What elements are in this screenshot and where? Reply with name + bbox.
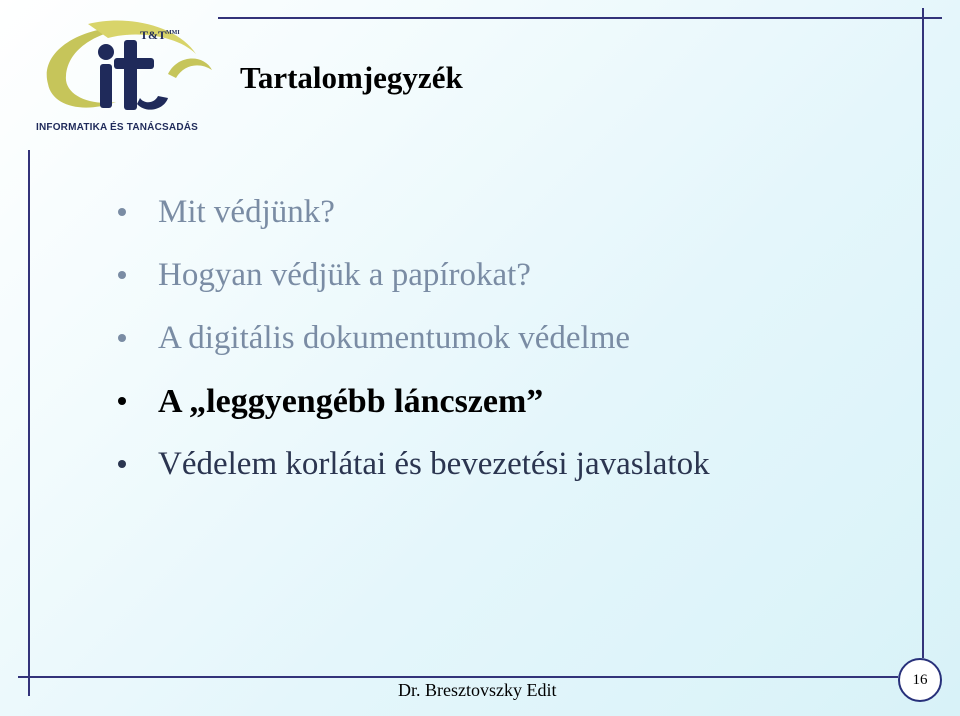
bottom-rule <box>18 676 898 678</box>
bullet-item <box>118 322 710 355</box>
footer-author: Dr. Bresztovszky Edit <box>398 680 557 700</box>
bullet-dot-icon <box>118 208 126 216</box>
left-rule <box>28 150 30 696</box>
right-rule <box>922 8 924 658</box>
bullet-text: Hogyan védjük a papírokat? <box>158 257 531 293</box>
logo-brand <box>140 28 180 43</box>
bullet-item <box>118 196 710 229</box>
bullet-dot-icon <box>118 271 126 279</box>
top-rule <box>218 17 942 19</box>
page-number: 16 <box>912 671 928 688</box>
bullet-text: A „leggyengébb láncszem” <box>158 383 544 420</box>
logo-brand-sup: MMI <box>166 30 180 36</box>
bullet-text: Védelem korlátai és bevezetési javaslatok <box>158 446 710 482</box>
slide-title: Tartalomjegyzék <box>240 60 463 95</box>
bullet-dot-icon <box>118 334 126 342</box>
logo-brand-text: T&T <box>140 28 167 42</box>
bullet-item-highlighted <box>118 385 710 418</box>
bullet-item <box>118 448 710 481</box>
bullet-text: Mit védjünk? <box>158 194 335 230</box>
bullet-item <box>118 259 710 292</box>
bullet-text: A digitális dokumentumok védelme <box>158 320 631 356</box>
logo-caption: INFORMATIKA ÉS TANÁCSADÁS <box>36 122 199 133</box>
bullet-list <box>118 196 710 511</box>
company-logo <box>28 14 228 139</box>
bullet-dot-icon <box>118 397 126 405</box>
bullet-dot-icon <box>118 460 126 468</box>
page-number-badge <box>898 658 942 702</box>
